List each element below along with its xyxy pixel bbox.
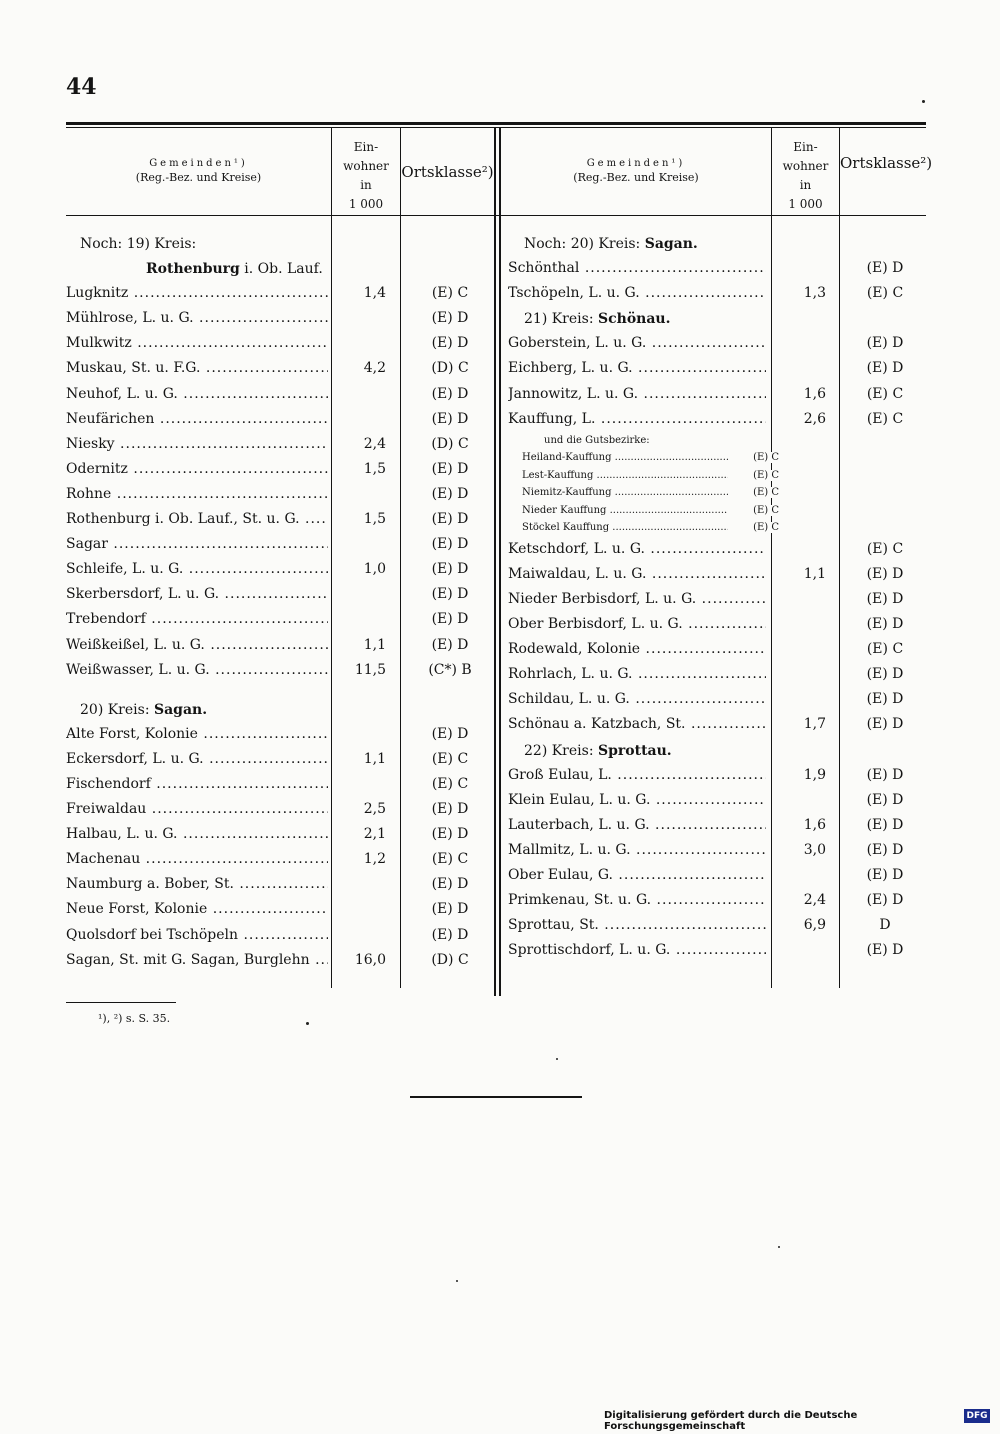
table-row: [66, 723, 502, 748]
ortsklasse-value: (E) D: [431, 725, 469, 742]
gutsbezirk-class: (E) C: [728, 505, 779, 516]
table-row: [508, 839, 928, 864]
municipality-name: Sprottischdorf, L. u. G. .....: [508, 942, 766, 958]
footnote: ¹), ²) s. S. 35.: [98, 1012, 171, 1025]
digitization-credit: Digitalisierung gefördert durch die Deutsche Forschungsgemeinschaft: [604, 1410, 858, 1432]
gutsbezirke-intro-label: und die Gutsbezirke:: [544, 434, 650, 446]
municipality-name: Sagar .....: [66, 536, 328, 552]
municipality-name: Rothenburg i. Ob. Lauf., St. u. G. .....: [66, 511, 328, 527]
population-value: 1,6: [803, 816, 826, 833]
district-name-sagan: Sagan.: [644, 236, 698, 252]
ortsklasse-value: (E) D: [431, 826, 469, 843]
table-row: [508, 764, 928, 789]
table-row: [66, 508, 502, 533]
population-value: 1,6: [803, 385, 826, 402]
dfg-logo: DFG: [964, 1409, 990, 1423]
population-value: 6,9: [803, 917, 826, 934]
gutsbezirk-class: (E) C: [728, 487, 779, 498]
section-19-district: [66, 257, 502, 282]
municipality-name: Quolsdorf bei Tschöpeln .....: [66, 927, 328, 943]
header-ein-4: 1 000: [348, 197, 384, 211]
table-row: [66, 949, 502, 974]
ortsklasse-value: (E) D: [866, 816, 904, 833]
section-20-cont-heading: [508, 232, 928, 257]
table-row: [508, 282, 928, 307]
section-19-label: Noch: 19) Kreis:: [80, 236, 197, 252]
population-value: 11,5: [354, 661, 386, 678]
section-20-cont-number: Noch: 20) Kreis:: [524, 236, 645, 252]
table-row: [66, 357, 502, 382]
ortsklasse-value: (D) C: [431, 435, 469, 452]
table-row: [66, 458, 502, 483]
section-21-label: [524, 311, 670, 327]
top-rule-thin: [66, 127, 926, 128]
table-row: [508, 939, 928, 964]
ortsklasse-value: (E) D: [431, 511, 469, 528]
ortsklasse-value: (E) D: [431, 310, 469, 327]
table-row: [508, 257, 928, 282]
ortsklasse-value: (E) C: [431, 851, 469, 868]
speck: [922, 100, 925, 103]
population-value: 1,1: [363, 636, 386, 653]
municipality-name: Ober Eulau, G. .....: [508, 867, 766, 883]
population-value: 2,1: [363, 826, 386, 843]
left-column: [66, 232, 502, 974]
ortsklasse-value: (E) D: [431, 385, 469, 402]
municipality-name: Lugknitz .....: [66, 285, 328, 301]
speck: [456, 1280, 458, 1282]
ortsklasse-value: (E) C: [866, 285, 904, 302]
ortsklasse-value: (E) D: [866, 866, 904, 883]
section-22-rows: [508, 764, 928, 965]
municipality-name: Ketschdorf, L. u. G. .....: [508, 541, 766, 557]
ortsklasse-value: (E) D: [431, 876, 469, 893]
population-value: 1,4: [363, 285, 386, 302]
right-column: [508, 232, 928, 964]
municipality-name: Skerbersdorf, L. u. G. .....: [66, 586, 328, 602]
section-19-district-label: [146, 261, 323, 277]
ortsklasse-value: (E) D: [866, 565, 904, 582]
ortsklasse-value: (E) D: [431, 901, 469, 918]
table-row: [66, 873, 502, 898]
ortsklasse-value: (E) D: [431, 611, 469, 628]
header-ein-3: in: [799, 178, 812, 192]
ortsklasse-value: (E) D: [866, 892, 904, 909]
table-row: [508, 408, 928, 433]
municipality-name: Eckersdorf, L. u. G. .....: [66, 751, 328, 767]
table-row: [66, 583, 502, 608]
district-name-sprottau: Sprottau.: [598, 742, 672, 759]
speck: [306, 1022, 309, 1025]
section-20-heading: [66, 698, 502, 723]
district-suffix: i. Ob. Lauf.: [239, 261, 323, 278]
ortsklasse-value: D: [879, 917, 891, 934]
ortsklasse-value: (E) C: [866, 641, 904, 658]
population-value: 1,5: [363, 511, 386, 528]
table-row: [508, 914, 928, 939]
table-row: [508, 864, 928, 889]
ortsklasse-value: (E) D: [866, 766, 904, 783]
gutsbezirk-row: [508, 468, 928, 486]
municipality-name: Primkenau, St. u. G. .....: [508, 892, 766, 908]
table-row: [66, 408, 502, 433]
table-row: [508, 814, 928, 839]
municipality-name: Kauffung, L. .....: [508, 411, 766, 427]
ortsklasse-value: (E) D: [431, 460, 469, 477]
table-row: [66, 433, 502, 458]
table-row: [508, 563, 928, 588]
section-20-cont-rows: [508, 257, 928, 307]
gutsbezirk-row: [508, 520, 928, 538]
table-row: [66, 659, 502, 684]
municipality-name: Neuhof, L. u. G. .....: [66, 386, 328, 402]
ortsklasse-value: (E) D: [431, 561, 469, 578]
closing-rule: [410, 1096, 582, 1098]
ortsklasse-value: (E) D: [431, 926, 469, 943]
municipality-name: Odernitz .....: [66, 461, 328, 477]
gutsbezirk-class: (E) C: [728, 470, 779, 481]
header-einwohner-left: [332, 138, 400, 214]
table-row: [508, 383, 928, 408]
ortsklasse-value: (E) D: [431, 586, 469, 603]
table-row: [66, 848, 502, 873]
ortsklasse-value: (E) D: [866, 360, 904, 377]
district-name-schoenau: Schönau.: [598, 311, 671, 328]
ortsklasse-value: (E) D: [866, 335, 904, 352]
population-value: 3,0: [803, 841, 826, 858]
table-row: [508, 889, 928, 914]
section-21-number: 21) Kreis:: [524, 311, 598, 328]
ortsklasse-value: (E) D: [431, 410, 469, 427]
population-value: 1,9: [803, 766, 826, 783]
table-row: [508, 638, 928, 663]
gutsbezirk-row: [508, 450, 928, 468]
table-row: [66, 383, 502, 408]
ortsklasse-value: (E) D: [431, 335, 469, 352]
table-row: [508, 663, 928, 688]
header-einwohner-right: [772, 138, 839, 214]
table-row: [66, 798, 502, 823]
municipality-name: Mallmitz, L. u. G. .....: [508, 842, 766, 858]
municipality-name: Weißkeißel, L. u. G. .....: [66, 637, 328, 653]
ortsklasse-value: (E) C: [866, 410, 904, 427]
table-row: [508, 588, 928, 613]
ortsklasse-value: (E) C: [431, 750, 469, 767]
municipality-name: Lauterbach, L. u. G. .....: [508, 817, 766, 833]
ortsklasse-value: (E) D: [866, 616, 904, 633]
municipality-name: Ober Berbisdorf, L. u. G. .....: [508, 616, 766, 632]
gutsbezirk-class: (E) C: [728, 522, 779, 533]
table-row: [66, 282, 502, 307]
ortsklasse-value: (E) C: [866, 540, 904, 557]
municipality-name: Rodewald, Kolonie .....: [508, 641, 766, 657]
gutsbezirk-row: [508, 503, 928, 521]
gutsbezirk-name: Niemitz-Kauffung .....: [522, 487, 748, 498]
municipality-name: Maiwaldau, L. u. G. .....: [508, 566, 766, 582]
table-row: [66, 483, 502, 508]
ortsklasse-value: (C*) B: [428, 661, 472, 678]
table-row: [66, 332, 502, 357]
municipality-name: Neufärichen .....: [66, 411, 328, 427]
section-19-heading: [66, 232, 502, 257]
municipality-name: Rohrlach, L. u. G. .....: [508, 666, 766, 682]
table-row: [508, 613, 928, 638]
population-value: 1,3: [803, 285, 826, 302]
population-value: 1,0: [363, 561, 386, 578]
ortsklasse-value: (E) D: [866, 260, 904, 277]
table-row: [508, 688, 928, 713]
ortsklasse-value: (E) D: [431, 485, 469, 502]
population-value: 1,7: [803, 716, 826, 733]
section-21-rows-cont: [508, 538, 928, 739]
section-22-label: [524, 743, 672, 759]
table-row: [66, 307, 502, 332]
top-rule-thick: [66, 122, 926, 125]
table-row: [508, 713, 928, 738]
municipality-name: Eichberg, L. u. G. .....: [508, 360, 766, 376]
ortsklasse-value: (E) D: [866, 942, 904, 959]
table-row: [66, 898, 502, 923]
section-20-cont-label: [524, 236, 698, 252]
population-value: 2,4: [803, 892, 826, 909]
municipality-name: Schildau, L. u. G. .....: [508, 691, 766, 707]
population-value: 1,5: [363, 460, 386, 477]
population-value: 2,6: [803, 410, 826, 427]
ortsklasse-value: (E) D: [866, 691, 904, 708]
municipality-name: Weißwasser, L. u. G. .....: [66, 662, 328, 678]
ortsklasse-value: (E) D: [866, 791, 904, 808]
population-value: 2,4: [363, 435, 386, 452]
ortsklasse-value: (D) C: [431, 951, 469, 968]
population-value: 4,2: [363, 360, 386, 377]
section-21-rows: [508, 332, 928, 432]
table-row: [66, 924, 502, 949]
ortsklasse-value: (E) D: [866, 590, 904, 607]
municipality-name: Tschöpeln, L. u. G. .....: [508, 285, 766, 301]
table-row: [66, 773, 502, 798]
header-sub-label: (Reg.-Bez. und Kreise): [573, 170, 699, 184]
gutsbezirke-intro: [508, 433, 928, 451]
header-ortsklasse-left: Ortsklasse²): [401, 163, 494, 181]
municipality-name: Groß Eulau, L. .....: [508, 767, 766, 783]
population-value: 2,5: [363, 801, 386, 818]
table-row: [66, 634, 502, 659]
ortsklasse-value: (E) C: [431, 775, 469, 792]
population-value: 16,0: [354, 951, 386, 968]
header-ein-2: wohner: [343, 159, 389, 173]
municipality-name: Alte Forst, Kolonie .....: [66, 726, 328, 742]
header-ein-4: 1 000: [788, 197, 823, 211]
municipality-name: Goberstein, L. u. G. .....: [508, 335, 766, 351]
gutsbezirk-name: Heiland-Kauffung .....: [522, 452, 748, 463]
header-ein-3: in: [360, 178, 372, 192]
municipality-name: Muskau, St. u. F.G. .....: [66, 360, 328, 376]
municipality-name: Sagan, St. mit G. Sagan, Burglehn .....: [66, 952, 328, 968]
gutsbezirk-row: [508, 485, 928, 503]
section-21-heading: [508, 307, 928, 332]
district-name-rothenburg: Rothenburg: [146, 261, 240, 278]
population-value: 1,2: [363, 851, 386, 868]
gutsbezirk-name: Stöckel Kauffung .....: [522, 522, 748, 533]
municipality-name: Jannowitz, L. u. G. .....: [508, 386, 766, 402]
table-row: [508, 357, 928, 382]
gutsbezirk-name: Lest-Kauffung .....: [522, 470, 748, 481]
ortsklasse-value: (E) D: [431, 536, 469, 553]
gutsbezirk-class: (E) C: [728, 452, 779, 463]
section-19-rows: [66, 282, 502, 684]
ortsklasse-value: (E) D: [431, 636, 469, 653]
municipality-name: Sprottau, St. .....: [508, 917, 766, 933]
municipality-name: Schleife, L. u. G. .....: [66, 561, 328, 577]
table-row: [66, 608, 502, 633]
header-ein-1: Ein-: [353, 140, 379, 154]
table-row: [508, 332, 928, 357]
section-20-number: 20) Kreis:: [80, 701, 154, 718]
header-sub-label: (Reg.-Bez. und Kreise): [135, 170, 262, 184]
municipality-name: Schönau a. Katzbach, St. .....: [508, 716, 766, 732]
municipality-name: Naumburg a. Bober, St. .....: [66, 876, 328, 892]
table-row: [66, 823, 502, 848]
municipality-name: Klein Eulau, L. u. G. .....: [508, 792, 766, 808]
page-number: 44: [66, 74, 97, 100]
municipality-name: Halbau, L. u. G. .....: [66, 826, 328, 842]
ortsklasse-value: (E) C: [431, 285, 469, 302]
municipality-name: Mühlrose, L. u. G. .....: [66, 310, 328, 326]
header-ein-1: Ein-: [793, 140, 818, 154]
ortsklasse-value: (E) D: [866, 716, 904, 733]
municipality-name: Niesky .....: [66, 436, 328, 452]
section-22-heading: [508, 739, 928, 764]
header-ortsklasse-right: Ortsklasse²): [840, 154, 933, 172]
header-gemeinden-right: [501, 158, 771, 184]
population-value: 1,1: [363, 750, 386, 767]
population-value: 1,1: [803, 565, 826, 582]
district-name-sagan: Sagan.: [154, 701, 208, 718]
speck: [778, 1246, 780, 1248]
municipality-name: Fischendorf .....: [66, 776, 328, 792]
table-row: [508, 538, 928, 563]
municipality-name: Machenau .....: [66, 851, 328, 867]
ortsklasse-value: (E) C: [866, 385, 904, 402]
municipality-name: Rohne .....: [66, 486, 328, 502]
municipality-name: Trebendorf .....: [66, 611, 328, 627]
header-bottom-rule: [66, 215, 926, 216]
table-row: [66, 558, 502, 583]
municipality-name: Mulkwitz .....: [66, 335, 328, 351]
header-gemeinden-label: Gemeinden¹): [586, 158, 686, 169]
gutsbezirke-rows: [508, 450, 928, 538]
ortsklasse-value: (E) D: [866, 666, 904, 683]
ortsklasse-value: (E) D: [866, 841, 904, 858]
gutsbezirk-name: Nieder Kauffung .....: [522, 505, 748, 516]
municipality-name: Schönthal .....: [508, 260, 766, 276]
section-20-label: [80, 702, 207, 718]
header-ein-2: wohner: [782, 159, 829, 173]
section-20-rows: [66, 723, 502, 974]
header-gemeinden-label: Gemeinden¹): [149, 158, 248, 169]
ortsklasse-value: (E) D: [431, 801, 469, 818]
table-row: [66, 748, 502, 773]
header-gemeinden-left: [66, 158, 331, 184]
footnote-rule: [66, 1002, 176, 1003]
table-row: [508, 789, 928, 814]
speck: [556, 1058, 558, 1060]
municipality-name: Freiwaldau .....: [66, 801, 328, 817]
table-row: [66, 533, 502, 558]
section-22-number: 22) Kreis:: [524, 742, 598, 759]
municipality-name: Neue Forst, Kolonie .....: [66, 901, 328, 917]
ortsklasse-value: (D) C: [431, 360, 469, 377]
municipality-name: Nieder Berbisdorf, L. u. G. .....: [508, 591, 766, 607]
